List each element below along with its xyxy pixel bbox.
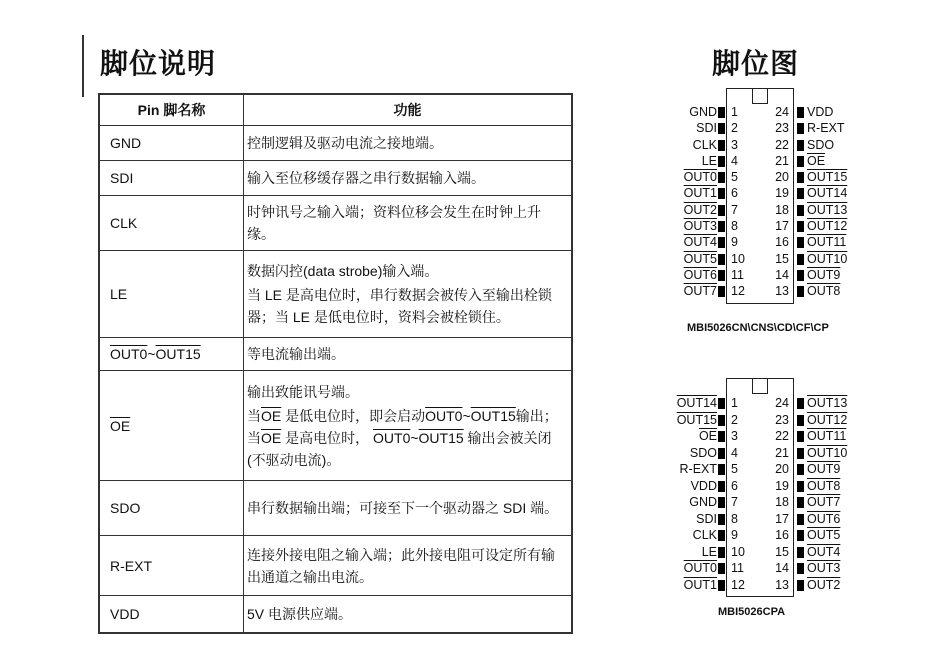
pin-pad (718, 448, 725, 459)
function-cell (244, 196, 573, 251)
text-segment: 时钟讯号之输入端；资料位移会发生在时钟上升缘。 (247, 204, 541, 242)
table-row (99, 196, 572, 251)
pin1-notch (752, 378, 768, 394)
pin-pad (797, 107, 804, 118)
pin-label: OUT10 (807, 445, 848, 460)
pin-number: 15 (775, 251, 789, 266)
pin-pad (718, 398, 725, 409)
pin-pad (797, 563, 804, 574)
pin-label: GND (689, 105, 717, 119)
pin-number: 5 (731, 462, 738, 477)
pin-label: OUT12 (807, 218, 848, 233)
text-segment: 输出会被关闭(不驱动电流)。 (247, 429, 552, 468)
pin-label: R-EXT (807, 121, 845, 136)
pin-pad (797, 481, 804, 492)
pin-name-cell (99, 161, 244, 196)
pin-pad (718, 237, 725, 248)
pin-label: OUT2 (683, 202, 717, 217)
pin-number: 18 (775, 202, 789, 217)
pin-number: 19 (775, 186, 789, 201)
function-cell (244, 536, 573, 596)
pin-name-cell (99, 596, 244, 633)
pin-label: LE (701, 153, 717, 168)
pin-pad (718, 514, 725, 525)
text-segment: OUT0 (425, 407, 463, 424)
text-segment: 串行数据输出端；可接至下一个驱动器之 SDI 端。 (247, 500, 559, 516)
function-paragraph (247, 132, 568, 154)
pin-label: OUT14 (676, 396, 717, 410)
table-row (99, 126, 572, 161)
text-segment: OUT0 (373, 429, 411, 446)
pin-number: 9 (731, 528, 738, 543)
pin-number: 12 (731, 284, 745, 299)
pin-label: OUT5 (807, 528, 841, 543)
pin-pad (797, 172, 804, 183)
pin-label: VDD (690, 478, 717, 493)
pin-number: 2 (731, 412, 738, 427)
pin-description-title: 脚位说明 (100, 47, 217, 80)
pin-label: OUT7 (807, 495, 841, 510)
pin-label: OUT5 (683, 251, 717, 266)
text-segment: 输出；当 (247, 407, 558, 446)
text-segment: 当 (247, 407, 261, 424)
text-segment: 连接外接电阻之输入端；此外接电阻可设定所有输出通道之输出电流。 (247, 546, 555, 585)
pin-pad (797, 448, 804, 459)
pin-pad (797, 398, 804, 409)
pin-number: 7 (731, 202, 738, 217)
function-cell (244, 161, 573, 196)
pin-pad (718, 563, 725, 574)
function-cell (244, 126, 573, 161)
pin-label: OUT14 (807, 186, 848, 201)
pin-number: 14 (775, 561, 789, 576)
pin-number: 16 (775, 528, 789, 543)
pin-name-cell (99, 196, 244, 251)
pin-number: 20 (775, 462, 789, 477)
text-segment: $\overline{OE}$ (261, 429, 282, 446)
pin-number: 21 (775, 153, 789, 168)
pin-pad (718, 286, 725, 297)
pin-pad (718, 188, 725, 199)
pin-label: OUT3 (683, 218, 717, 233)
pin-pad (797, 221, 804, 232)
pin-number: 3 (731, 137, 738, 152)
pin-pad (718, 156, 725, 167)
pin-name-cell (99, 481, 244, 536)
pin-pad (797, 415, 804, 426)
pin-pad (718, 254, 725, 265)
text-segment: ~ (147, 346, 156, 362)
pin-label: OUT11 (807, 235, 847, 250)
header-function: 功能 (244, 94, 573, 126)
pin-number: 11 (731, 267, 744, 282)
text-segment: CLK (110, 215, 138, 231)
pin-label: R-EXT (679, 462, 717, 477)
pin-number: 4 (731, 153, 738, 168)
pin-number: 8 (731, 511, 738, 526)
pin-label: OUT6 (683, 267, 717, 282)
pin-number: 13 (775, 578, 789, 593)
pin-number: 11 (731, 561, 744, 576)
function-cell (244, 251, 573, 338)
table-row (99, 536, 572, 596)
text-segment: OUT15 (418, 429, 464, 446)
pin-pad (718, 580, 725, 591)
pin-number: 24 (775, 396, 789, 410)
function-paragraph (247, 381, 568, 403)
text-segment: 输入至位移缓存器之串行数据输入端。 (247, 170, 485, 186)
pin-name-cell (99, 251, 244, 338)
package-caption: MBI5026CPA (718, 606, 786, 618)
text-segment: OUT15 (470, 407, 516, 424)
function-paragraph (247, 497, 568, 519)
pin-pad (797, 237, 804, 248)
pin-label: OUT9 (807, 267, 841, 282)
pin-name-cell (99, 371, 244, 481)
pin-label: OUT13 (807, 396, 848, 410)
pin-pad (797, 156, 804, 167)
pin-name-cell (99, 126, 244, 161)
pin-label: OUT1 (683, 186, 717, 201)
table-row (99, 338, 572, 371)
table-row (99, 161, 572, 196)
pin-label: CLK (692, 528, 717, 543)
pin-pad (797, 547, 804, 558)
pin-name-cell (99, 338, 244, 371)
pin-number: 2 (731, 121, 738, 136)
pin-pad (718, 497, 725, 508)
pin-pad (797, 188, 804, 199)
pin-label: OUT7 (683, 284, 717, 299)
pin-label: OUT12 (807, 412, 848, 427)
pin-number: 17 (775, 218, 789, 233)
pin-pad (797, 254, 804, 265)
pin-number: 15 (775, 544, 789, 559)
function-paragraph (247, 603, 568, 625)
pin-number: 3 (731, 429, 738, 444)
header-pin-name: Pin 脚名称 (99, 94, 244, 126)
function-paragraph (247, 343, 568, 365)
pin-number: 20 (775, 170, 789, 185)
text-segment: $\overline{OE}$ (261, 407, 282, 424)
pin-pad (718, 530, 725, 541)
text-segment: LE (110, 286, 128, 302)
text-segment: 当 LE 是高电位时，串行数据会被传入至输出栓锁器；当 LE 是低电位时，资料会被栓锁住。 (247, 287, 552, 325)
pin-label: OUT15 (807, 170, 848, 185)
text-segment: R-EXT (110, 557, 152, 574)
pin-pad (797, 431, 804, 442)
text-segment: $\overline{OE}$ (110, 417, 131, 434)
pin-pad (718, 270, 725, 281)
text-segment: SDI (110, 170, 134, 186)
pin-number: 10 (731, 251, 745, 266)
pin-label: $\overline{OE}$ (807, 153, 826, 168)
text-segment: ~ (462, 407, 471, 424)
pin-pad (797, 464, 804, 475)
pin-label: OUT6 (807, 511, 841, 526)
pin-label: OUT8 (807, 478, 841, 493)
pin-label: CLK (692, 137, 717, 152)
pin-number: 7 (731, 495, 738, 510)
pin-pad (718, 107, 725, 118)
pin-pad (797, 270, 804, 281)
pin-number: 23 (775, 121, 789, 136)
pin-pad (797, 497, 804, 508)
text-segment: GND (110, 135, 142, 151)
pin-pad (718, 221, 725, 232)
pin-pad (718, 464, 725, 475)
text-segment: SDO (110, 500, 141, 516)
table-row (99, 481, 572, 536)
pin-pad (718, 172, 725, 183)
package-caption: MBI5026CN\CNS\CD\CF\CP (687, 322, 829, 334)
accent-divider (82, 35, 84, 97)
pin-number: 23 (775, 412, 789, 427)
function-paragraph (247, 284, 568, 328)
pin-label: OUT0 (683, 170, 717, 185)
text-segment: OUT15 (155, 346, 201, 362)
pin-label: OUT1 (683, 578, 717, 593)
pin-pad (797, 140, 804, 151)
text-segment: ~ (410, 429, 419, 446)
text-segment: OUT0 (110, 346, 148, 362)
pin-label: SDO (689, 445, 717, 460)
pin-number: 4 (731, 445, 738, 460)
pin-diagram-title: 脚位图 (712, 47, 800, 80)
pin-label: OUT3 (807, 561, 841, 576)
pin-label: OUT0 (683, 561, 717, 576)
pin-number: 6 (731, 186, 738, 201)
function-paragraph (247, 167, 568, 189)
function-paragraph (247, 260, 568, 282)
pin-number: 1 (731, 396, 738, 410)
text-segment: 是高电位时， (281, 429, 374, 446)
pin1-notch (752, 88, 768, 104)
function-paragraph (247, 405, 568, 471)
table-row (99, 596, 572, 633)
function-cell (244, 338, 573, 371)
text-segment: 控制逻辑及驱动电流之接地端。 (247, 135, 443, 151)
pin-label: $\overline{OE}$ (698, 429, 717, 444)
pin-label: SDO (807, 137, 835, 152)
text-segment: VDD (110, 605, 140, 622)
text-segment: 等电流输出端。 (247, 346, 345, 362)
text-segment: 数据闪控(data strobe)输入端。 (247, 263, 439, 279)
pin-number: 16 (775, 235, 789, 250)
pin-label: OUT15 (676, 412, 717, 427)
pin-label: OUT4 (807, 544, 841, 559)
pin-number: 12 (731, 578, 745, 593)
text-segment: 5V 电源供应端。 (247, 605, 353, 622)
pin-pad (797, 123, 804, 134)
pin-label: OUT13 (807, 202, 848, 217)
pin-pad (718, 123, 725, 134)
table-row (99, 371, 572, 481)
text-segment: 是低电位时，即会启动 (281, 407, 426, 424)
table-row (99, 251, 572, 338)
pin-pad (718, 431, 725, 442)
function-cell (244, 371, 573, 481)
pin-number: 1 (731, 105, 738, 119)
pin-label: OUT4 (683, 235, 717, 250)
pin-label: VDD (807, 105, 834, 119)
pin-pad (718, 205, 725, 216)
pin-label: OUT2 (807, 578, 841, 593)
pin-number: 17 (775, 511, 789, 526)
pin-label: OUT9 (807, 462, 841, 477)
pin-pad (718, 140, 725, 151)
pin-label: GND (689, 495, 717, 510)
pin-pad (797, 286, 804, 297)
pin-number: 22 (775, 137, 789, 152)
pin-pad (718, 481, 725, 492)
pin-number: 10 (731, 544, 745, 559)
pin-number: 9 (731, 235, 738, 250)
pin-number: 5 (731, 170, 738, 185)
function-paragraph (247, 201, 568, 245)
pin-number: 14 (775, 267, 789, 282)
pin-number: 19 (775, 478, 789, 493)
pin-pad (797, 205, 804, 216)
pin-pad (718, 547, 725, 558)
pin-number: 6 (731, 478, 738, 493)
pin-label: LE (701, 544, 717, 559)
pin-number: 13 (775, 284, 789, 299)
pin-name-cell (99, 536, 244, 596)
pin-pad (797, 580, 804, 591)
pin-number: 8 (731, 218, 738, 233)
pin-label: SDI (696, 121, 717, 136)
pin-number: 22 (775, 429, 789, 444)
pin-label: OUT11 (807, 429, 847, 444)
pin-label: OUT10 (807, 251, 848, 266)
text-segment: 输出致能讯号端。 (247, 383, 359, 400)
pin-number: 18 (775, 495, 789, 510)
pin-pad (797, 530, 804, 541)
pin-label: OUT8 (807, 284, 841, 299)
pin-pad (797, 514, 804, 525)
pin-number: 24 (775, 105, 789, 119)
pin-label: SDI (696, 511, 717, 526)
function-cell (244, 596, 573, 633)
pin-number: 21 (775, 445, 789, 460)
pin-pad (718, 415, 725, 426)
function-cell (244, 481, 573, 536)
pin-table (98, 93, 573, 634)
function-paragraph (247, 544, 568, 588)
